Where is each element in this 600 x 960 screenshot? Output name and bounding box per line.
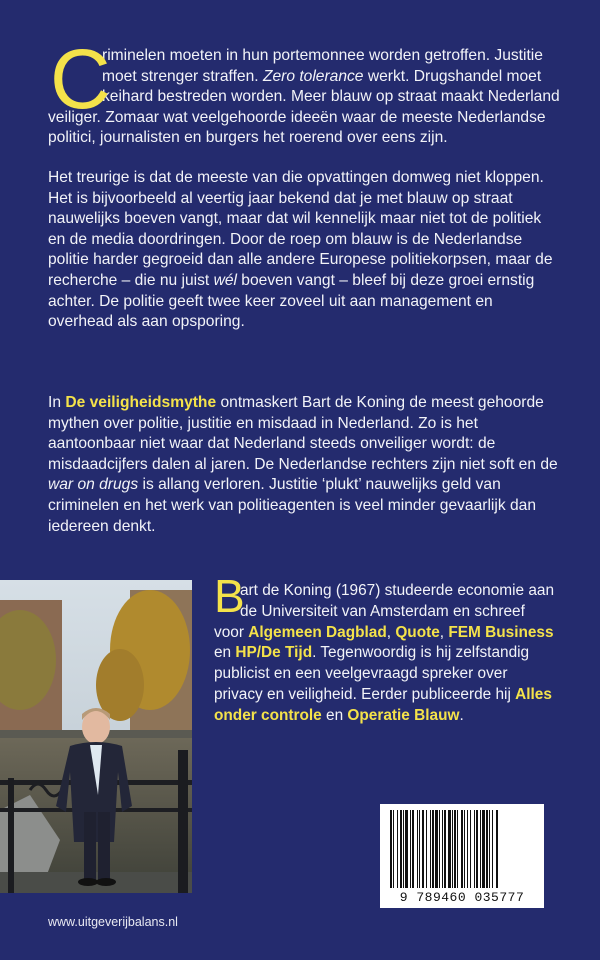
barcode-bar [457, 810, 458, 888]
barcode-bar [492, 810, 493, 888]
barcode-bar [403, 810, 404, 888]
blurb-p3-text-end: is allang verloren. Justitie ‘plukt’ nauwelijks geld van criminelen en het werk van politieagenten is veel minder gevaarlijk dan iedereen denkt. [48, 476, 537, 535]
barcode-bar [439, 810, 440, 888]
barcode-bar [474, 810, 475, 888]
barcode-bar [417, 810, 418, 888]
barcode-bar [464, 810, 465, 888]
blurb-p3-text: In [48, 394, 66, 411]
blurb-p1-text-end: werkt. Drugshandel moet keihard bestreden worden. Meer blauw op straat maakt Nederland veiliger. Zomaar wat veelgehoorde ideeën waar de meeste Nederlandse politici, journalisten en burgers het roerend over eens zijn. [48, 67, 560, 147]
blurb-p2-emphasis: wél [213, 271, 237, 289]
bio-text-3: en [321, 706, 348, 724]
blurb-p1-emphasis: Zero tolerance [262, 67, 364, 85]
barcode-bar [444, 810, 446, 888]
blurb-paragraph-3 [48, 393, 560, 537]
bio-sep-1: , [386, 623, 396, 641]
bio-text-4: . [459, 706, 464, 724]
barcode-bar [489, 810, 490, 888]
barcode-bar [486, 810, 488, 888]
author-bio [214, 570, 559, 727]
blurb-p3-text-mid: ontmaskert Bart de Koning de meest gehoorde mythen over politie, justitie en misdaad in Nederland. Zo is het aantoonbaar niet waar dat Nederland steeds onveiliger wordt: de misdaadcijfers dalen al jaren. De Nederlandse rechters zijn niet soft en de [48, 394, 558, 473]
bio-drop-cap: B [214, 570, 245, 622]
barcode-bar [397, 810, 398, 888]
publication-quote: Quote [395, 623, 440, 641]
publisher-website: www.uitgeverijbalans.nl [48, 915, 178, 929]
book-title: De veiligheidsmythe [65, 394, 217, 411]
barcode-bar [405, 810, 408, 888]
blurb-p1-text: riminelen moeten in hun portemonnee worden getroffen. Justitie moet strenger straffen. [102, 47, 543, 85]
barcode-bar [442, 810, 443, 888]
bio-sep-2: , [439, 623, 449, 641]
barcode-bar [412, 810, 414, 888]
bio-sep-3: en [214, 644, 236, 662]
bio-text-2: . Tegenwoordig is hij zelfstandig publicist en een veelgevraagd spreker over privacy en veiligheid. Eerder publiceerde hij [214, 644, 530, 703]
barcode-bar [393, 810, 394, 888]
blurb-paragraph-1 [48, 32, 560, 149]
barcode-bar [496, 810, 498, 888]
barcode-bar [422, 810, 424, 888]
blurb-p3-emphasis: war on drugs [48, 476, 139, 494]
isbn-number: 9 789460 035777 [399, 890, 525, 905]
barcode-bar [432, 810, 434, 888]
barcode-bar [467, 810, 468, 888]
publication-algemeen-dagblad: Algemeen Dagblad [248, 623, 387, 641]
book-operatie-blauw: Operatie Blauw [347, 706, 460, 724]
barcode-bar [430, 810, 431, 888]
barcode-bar [390, 810, 392, 888]
barcode-bar [480, 810, 481, 888]
barcode-bar [470, 810, 471, 888]
barcode-bar [482, 810, 485, 888]
book-alles-onder-controle: Alles onder controle [214, 685, 552, 724]
barcode-bar [461, 810, 463, 888]
barcode-bar [419, 810, 420, 888]
blurb-p2-text: Het treurige is dat de meeste van die opvattingen domweg niet kloppen. Het is bijvoorbeeld al veertig jaar bekend dat je met blauw op straat nauwelijks boeven vangt, maar dat wil kennelijk maar niet tot de politiek en de media doordringen. Door de roep om blauw is de Nederlandse politie harder gegroeid dan alle andere Europese politiekorpsen, maar de recherche – die nu juist [48, 169, 553, 289]
barcode-bars [380, 804, 544, 890]
publication-hp-de-tijd: HP/De Tijd [235, 644, 313, 662]
drop-cap-container [48, 32, 111, 126]
bio-drop-cap-container [214, 570, 245, 622]
blurb-paragraph-2 [48, 168, 560, 333]
barcode-bar [476, 810, 478, 888]
publication-fem-business: FEM Business [448, 623, 554, 641]
barcode-bar [400, 810, 402, 888]
barcode-bar [410, 810, 411, 888]
blurb-p2-text-end: boeven vangt – bleef bij deze groei ernstig achter. De politie geeft twee keer zoveel uit aan management en overhead als aan opsporing. [48, 271, 535, 331]
barcode-bar [435, 810, 438, 888]
author-photo [0, 580, 192, 893]
barcode-bar [452, 810, 453, 888]
barcode-bar [448, 810, 451, 888]
drop-cap: C [50, 32, 111, 126]
isbn-barcode [380, 804, 544, 908]
barcode-bar [454, 810, 456, 888]
barcode-bar [426, 810, 427, 888]
bio-text-1: art de Koning (1967) studeerde economie aan de Universiteit van Amsterdam en schreef voor [214, 582, 555, 641]
